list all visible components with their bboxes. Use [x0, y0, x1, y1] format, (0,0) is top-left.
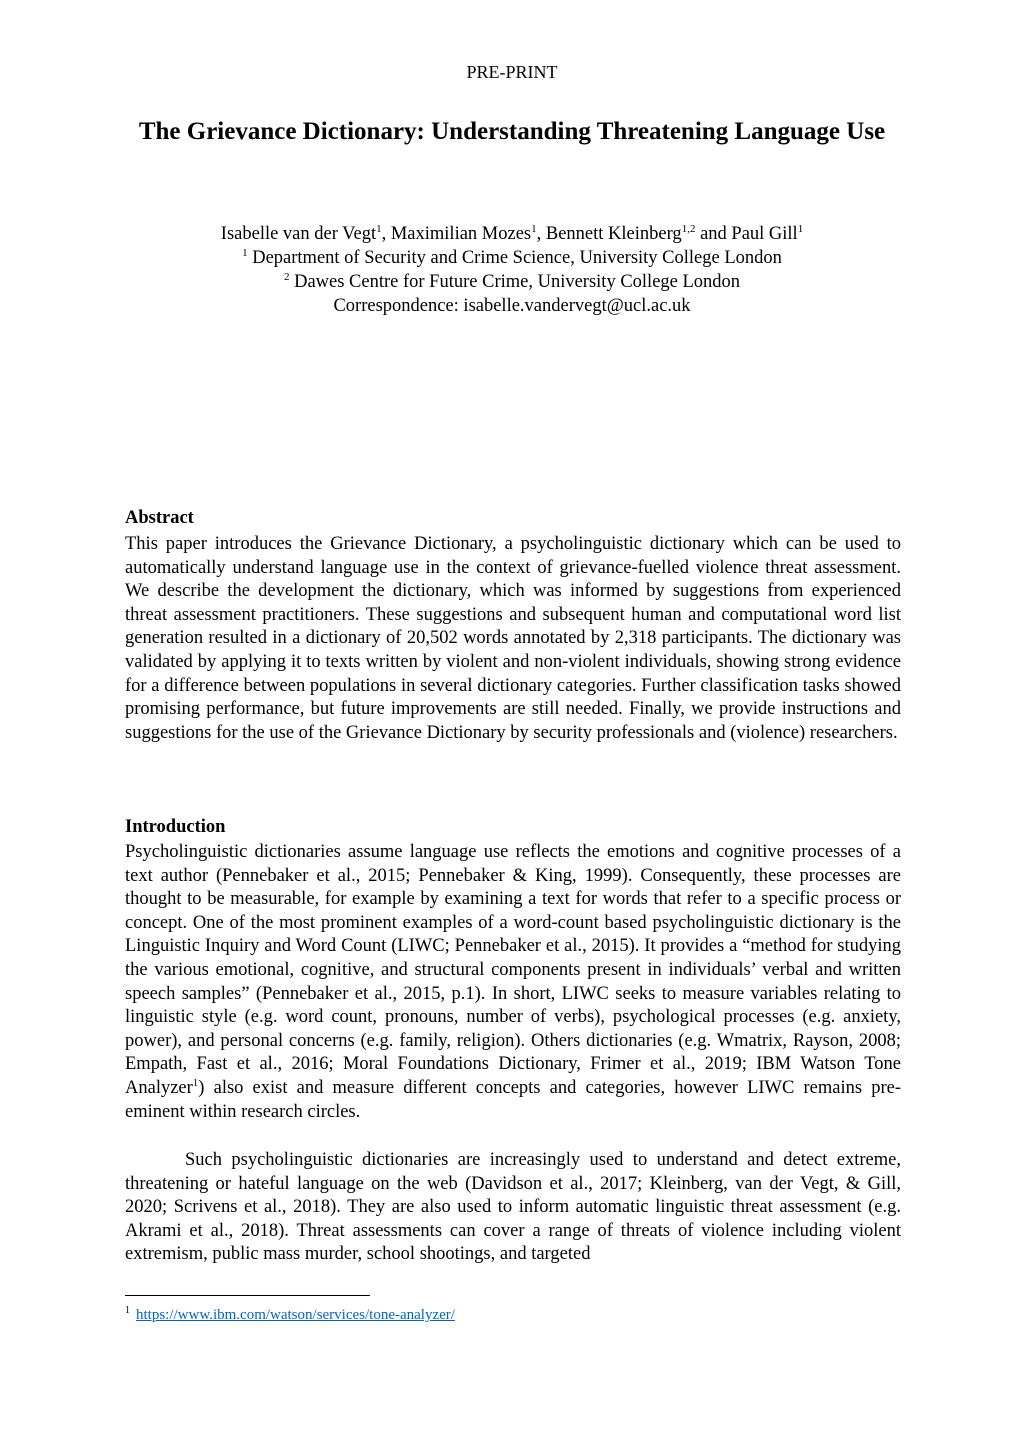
author-name: Bennett Kleinberg [545, 224, 682, 244]
affiliation-text: Department of Security and Crime Science, University College London [247, 248, 782, 268]
affiliation-mark: 2 [283, 271, 290, 283]
intro-text: Psycholinguistic dictionaries assume language use reflects the emotions and cognitive processes of a text author (Pennebaker et al., 2015; Pennebaker & King, 1999). Consequently, these processes are thought to be measurable, for example by examining a text for words that refer to a specific process or concept. One of the most prominent examples of a word-count based psycholinguistic dictionary is the Linguistic Inquiry and Word Count (LIWC; Pennebaker et al., 2015). It provides a “method for studying the various emotional, cognitive, and structural components present in individuals’ verbal and written speech samples” (Pennebaker et al., 2015, p.1). In short, LIWC seeks to measure variables relating to linguistic style (e.g. word count, pronouns, number of verbs), psychological processes (e.g. anxiety, power), and personal concerns (e.g. family, religion). Others dictionaries (e.g. Wmatrix, Rayson, 2008; Empath, Fast et al., 2016; Moral Foundations Dictionary, Frimer et al., 2019; IBM Watson Tone Analyzer [125, 842, 901, 1098]
introduction-paragraph-1 [125, 841, 901, 1124]
author-name: Isabelle van der Vegt [220, 224, 377, 244]
author-name: Paul Gill [731, 224, 798, 244]
introduction-heading: Introduction [125, 817, 226, 837]
author-affiliation-mark: 1,2 [681, 223, 696, 235]
author-line [0, 222, 1024, 246]
footnote-ref: 1 [192, 1076, 199, 1089]
introduction-paragraph-2: Such psycholinguistic dictionaries are increasingly used to understand and detect extreme, threatening or hateful language on the web (Davidson et al., 2017; Kleinberg, van der Vegt, & Gill, 2020; Scrivens et al., 2018). They are also used to inform automatic linguistic threat assessment (e.g. Akrami et al., 2018). Threat assessments can cover a range of threats of violence including violent extremism, public mass murder, school shootings, and targeted [125, 1150, 901, 1265]
author-affiliation-mark: 1 [376, 223, 382, 235]
abstract-heading: Abstract [125, 508, 194, 528]
footnote-divider [125, 1295, 370, 1296]
affiliation-1 [0, 246, 1024, 270]
intro-text: ) also exist and measure different concepts and categories, however LIWC remains pre-eminent within research circles. [125, 1077, 901, 1122]
author-separator: , [536, 224, 546, 244]
preprint-label: PRE-PRINT [466, 62, 558, 82]
affiliation-text: Dawes Centre for Future Crime, University College London [289, 272, 741, 292]
abstract-paragraph: This paper introduces the Grievance Dictionary, a psycholinguistic dictionary which can be used to automatically understand language use in the context of grievance-fuelled violence threat assessment. We describe the development the dictionary, which was informed by suggestions from experienced threat assessment practitioners. These suggestions and subsequent human and computational word list generation resulted in a dictionary of 20,502 words annotated by 2,318 participants. The dictionary was validated by applying it to texts written by violent and non-violent individuals, showing strong evidence for a difference between populations in several dictionary categories. Further classification tasks showed promising performance, but future improvements are still needed. Finally, we provide instructions and suggestions for the use of the Grievance Dictionary by security professionals and (violence) researchers. [125, 534, 901, 743]
footnote-link[interactable]: https://www.ibm.com/watson/services/tone-analyzer/ [136, 1307, 455, 1323]
author-affiliation-mark: 1 [531, 223, 537, 235]
correspondence: Correspondence: isabelle.vandervegt@ucl.ac.uk [333, 296, 691, 316]
affiliation-mark: 1 [242, 247, 248, 259]
author-separator: , [381, 224, 391, 244]
affiliation-2 [0, 270, 1024, 294]
footnote-mark: 1 [125, 1305, 130, 1316]
author-block [0, 222, 1024, 318]
author-affiliation-mark: 1 [797, 223, 804, 235]
author-name: Maximilian Mozes [390, 224, 532, 244]
footnote [125, 1305, 455, 1324]
author-separator: and [695, 224, 732, 244]
paper-title: The Grievance Dictionary: Understanding Threatening Language Use [138, 118, 886, 145]
